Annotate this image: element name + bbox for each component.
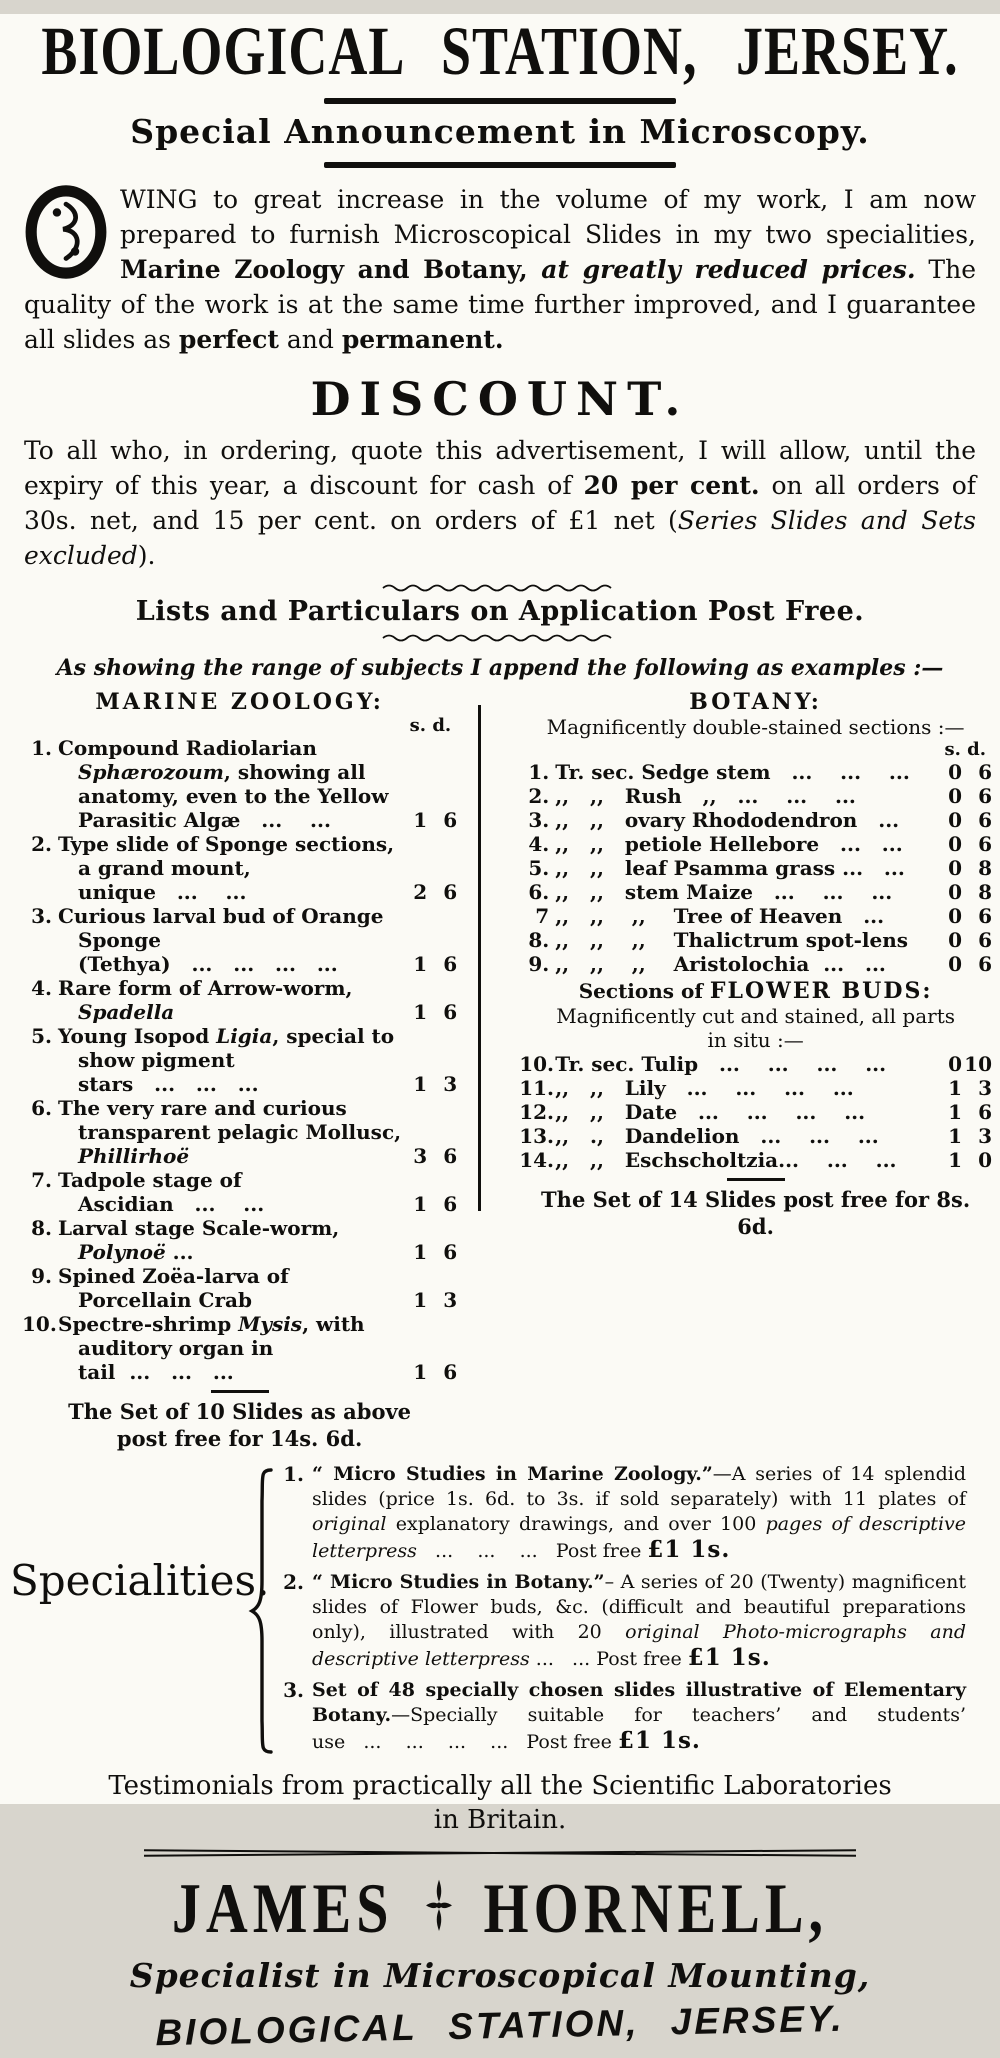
item-text (58, 736, 405, 832)
item-text (58, 1216, 405, 1264)
item-text (555, 856, 940, 880)
floral-cross-icon (424, 1870, 454, 1948)
item-text-species: Polynoë (78, 1240, 166, 1264)
item-text (58, 1168, 405, 1216)
marine-set-note-line2: post free for 14s. 6d. (116, 1426, 363, 1451)
discount-bold: 20 per cent. (583, 471, 760, 500)
item-number: 5. (528, 856, 550, 880)
item-text-roman: Rare form of Arrow-worm, (58, 976, 353, 1000)
item-text (555, 832, 940, 856)
item-text-roman: ,, ,, Rush ,, ... ... ... (555, 784, 856, 808)
item-text-roman: ,, ,, leaf Psamma grass ... ... (555, 856, 905, 880)
testimonials-line2: in Britain. (433, 1805, 567, 1835)
item-number: 10. (22, 1312, 57, 1336)
item-text (555, 1124, 940, 1148)
item-text-roman: ,, ,, Eschscholtzia... ... ... (555, 1148, 897, 1172)
speciality-text (312, 1570, 966, 1672)
item-text-roman: ,, ,, ,, Thalictrum spot-lens (555, 928, 909, 952)
item-number: 1. (31, 736, 52, 760)
item-text-species: Spadella (78, 1000, 175, 1024)
price-shillings: 1 (413, 808, 428, 832)
item-number: 4. (31, 976, 52, 1000)
marine-sd-label: s. d. (409, 715, 452, 736)
price-pence: 8 (978, 856, 992, 880)
dot-leaders: ... ... ... (416, 1540, 556, 1562)
item-text-roman: Type slide of Sponge sections, a grand mount, unique ... ... (58, 832, 395, 904)
price-list-item (22, 1216, 457, 1264)
speciality-body: —A series of 14 splendid slides (price 1s. 6d. to 3s. if sold separately) with 11 plates of (312, 1463, 966, 1510)
item-number: 14. (519, 1148, 554, 1172)
price-pence: 3 (443, 1072, 458, 1096)
item-text-roman: ,, ,, ovary Rhododendron ... (555, 808, 900, 832)
price-shillings: 1 (413, 952, 428, 976)
price-shillings: 2 (413, 880, 428, 904)
discount-italic: Series Slides and Sets excluded (24, 506, 976, 570)
price-pence: 6 (978, 808, 992, 832)
price-list-item (519, 1076, 992, 1100)
item-text (58, 904, 405, 976)
item-text-roman: Tr. sec. Tulip ... ... ... ... (555, 1052, 887, 1076)
speciality-number: 2. (283, 1570, 304, 1594)
item-number: 8. (528, 928, 550, 952)
item-number: 7 (535, 904, 550, 928)
flower-buds-heading-pre: Sections of (578, 979, 710, 1003)
price-list-item (519, 1148, 992, 1172)
item-number: 2. (528, 784, 550, 808)
item-text (58, 1024, 405, 1096)
price-list-item (519, 928, 992, 952)
item-text-roman: Spectre-shrimp (58, 1312, 239, 1336)
price-list-item (519, 784, 992, 808)
intro-bold: Marine Zoology and Botany, (120, 255, 528, 284)
price-pence: 6 (978, 760, 992, 784)
flower-buds-heading-caps: FLOWER BUDS: (709, 978, 933, 1004)
price-list-item (519, 1124, 992, 1148)
item-number: 12. (519, 1100, 554, 1124)
item-text-species: Ligia (216, 1024, 273, 1048)
item-text (555, 1052, 940, 1076)
item-number: 3. (528, 808, 550, 832)
price-lists (0, 689, 1000, 1452)
item-text-roman: Larval stage Scale-worm, (58, 1216, 340, 1240)
discount-text-3: ). (137, 541, 156, 570)
testimonials-line (0, 1769, 1000, 1837)
list-end-rule (211, 1390, 269, 1393)
price-shillings: 0 (948, 832, 962, 856)
post-free-banner: Lists and Particulars on Application Post Free. (135, 596, 865, 627)
price-shillings: 1 (948, 1148, 962, 1172)
list-end-rule (727, 1178, 785, 1181)
item-number: 7. (31, 1168, 52, 1192)
price-list-item (519, 1100, 992, 1124)
item-text (58, 1096, 405, 1168)
price-shillings: 1 (413, 1288, 428, 1312)
price-pence: 6 (443, 1360, 458, 1384)
price-shillings: 1 (413, 1192, 428, 1216)
tapered-double-rule (144, 1847, 856, 1860)
marine-heading: MARINE ZOOLOGY: (95, 689, 384, 715)
flower-buds-heading (519, 978, 992, 1004)
price-shillings: 1 (413, 1072, 428, 1096)
item-text (58, 976, 405, 1024)
price-pence: 0 (978, 1148, 992, 1172)
botany-subheading: Magnificently double-stained sections :— (546, 715, 965, 739)
price-shillings: 0 (948, 1052, 962, 1076)
price-shillings: 0 (948, 928, 962, 952)
item-text (555, 880, 940, 904)
marine-list (22, 736, 457, 1384)
discount-text-2: on all orders of 30s. net, and 15 per cent. on orders of £1 net ( (24, 471, 977, 535)
item-text (555, 1148, 940, 1172)
item-text-rest: , with auditory organ in tail ... ... ... (78, 1312, 365, 1384)
price-pence: 6 (978, 1100, 992, 1124)
post-free-label: Post free (596, 1648, 688, 1670)
price-shillings: 0 (948, 856, 962, 880)
curly-brace-icon (248, 1462, 278, 1761)
price-list-item (22, 1264, 457, 1312)
price-pence: 6 (443, 1000, 458, 1024)
speciality-body: —Specially suitable for teachers’ and students’ use (312, 1704, 966, 1753)
item-text-roman: Tadpole stage of Ascidian ... ... (58, 1168, 265, 1216)
item-number: 8. (31, 1216, 52, 1240)
speciality-italic: original Photo-micrographs and descriptive letterpress (312, 1621, 967, 1670)
price-list-item (519, 808, 992, 832)
station-line: BIOLOGICAL STATION, JERSEY. (155, 1997, 845, 2054)
intro-text-2: The quality of the work is at the same time further improved, and I guarantee all slides as (24, 255, 976, 354)
item-number: 1. (528, 760, 550, 784)
price-pence: 6 (978, 784, 992, 808)
price-shillings: 1 (413, 1000, 428, 1024)
price-list-item (519, 832, 992, 856)
page-subtitle: Special Announcement in Microscopy. (130, 112, 870, 151)
item-number: 11. (519, 1076, 554, 1100)
price-list-item (519, 760, 992, 784)
item-text-rest: ... (165, 1240, 194, 1264)
speciality-title: “ Micro Studies in Botany.” (312, 1571, 605, 1593)
item-text (58, 1264, 405, 1312)
item-text-roman: ,, ,, Lily ... ... ... ... (555, 1076, 854, 1100)
price-pence: 6 (978, 904, 992, 928)
item-text-roman: ,, ,, Date ... ... ... ... (555, 1100, 866, 1124)
item-text-roman: ,, ,, ,, Aristolochia ... ... (555, 952, 886, 976)
botany-list (519, 760, 992, 976)
speciality-price: £1 1s. (647, 1536, 731, 1563)
price-shillings: 0 (948, 760, 962, 784)
name-last: HORNELL, (483, 1868, 829, 1949)
speciality-body-2: explanatory drawings, and over 100 (386, 1513, 766, 1535)
marine-zoology-column (22, 689, 457, 1452)
proprietor-name (0, 1870, 1000, 1948)
price-list-item (22, 736, 457, 832)
price-pence: 6 (978, 928, 992, 952)
intro-text: WING to great increase in the volume of my work, I am now prepared to furnish Microscopical Slides in my two specialities, (120, 185, 976, 249)
item-text-roman: The very rare and curious transparent pelagic Mollusc, (58, 1096, 402, 1144)
item-text (555, 1100, 940, 1124)
price-pence: 10 (964, 1052, 992, 1076)
price-list-item (519, 904, 992, 928)
price-pence: 6 (443, 1240, 458, 1264)
item-number: 3. (31, 904, 52, 928)
testimonials-line1: Testimonials from practically all the Scientific Laboratories (108, 1771, 892, 1801)
item-number: 4. (528, 832, 550, 856)
item-text-roman: ,, ,, stem Maize ... ... ... (555, 880, 893, 904)
item-text-roman: ,, ., Dandelion ... ... ... (555, 1124, 879, 1148)
price-shillings: 1 (948, 1100, 962, 1124)
item-text-roman: Young Isopod (58, 1024, 217, 1048)
speciality-number: 3. (283, 1678, 304, 1702)
price-list-item (22, 1096, 457, 1168)
price-list-item (22, 976, 457, 1024)
intro-and: and (278, 325, 342, 354)
marine-set-note (22, 1398, 457, 1452)
item-text-roman: Tr. sec. Sedge stem ... ... ... (555, 760, 910, 784)
dot-leaders: ... ... ... ... (345, 1731, 527, 1753)
price-shillings: 1 (413, 1360, 428, 1384)
speciality-number: 1. (283, 1462, 304, 1486)
item-text-roman: ,, ,, ,, Tree of Heaven ... (555, 904, 885, 928)
price-pence: 6 (978, 832, 992, 856)
price-list-item (22, 1168, 457, 1216)
specialities-list (278, 1462, 980, 1761)
discount-heading: DISCOUNT. (310, 372, 690, 426)
speciality-title: “ Micro Studies in Marine Zoology.” (312, 1463, 713, 1485)
item-text (555, 952, 940, 976)
item-number: 5. (31, 1024, 52, 1048)
item-text-species: Mysis (238, 1312, 303, 1336)
speciality-title: Set of 48 specially chosen slides illustrative of Elementary Botany. (312, 1679, 966, 1726)
price-shillings: 0 (948, 904, 962, 928)
item-number: 9. (31, 1264, 52, 1288)
price-shillings: 3 (413, 1144, 428, 1168)
intro-perfect: perfect (178, 325, 279, 354)
item-number: 2. (31, 832, 52, 856)
wavy-divider-icon (380, 633, 620, 643)
price-pence: 3 (978, 1076, 992, 1100)
item-number: 6. (31, 1096, 52, 1120)
item-text-roman: ,, ,, petiole Hellebore ... ... (555, 832, 903, 856)
post-free-label: Post free (555, 1540, 648, 1562)
botany-sd-label: s. d. (944, 739, 986, 760)
price-list-item (519, 856, 992, 880)
price-list-item (22, 832, 457, 904)
speciality-price: £1 1s. (617, 1727, 701, 1754)
botany-set-note: The Set of 14 Slides post free for 8s. 6d. (541, 1187, 971, 1239)
price-shillings: 1 (413, 1240, 428, 1264)
specialist-tagline: Specialist in Microscopical Mounting, (129, 1956, 871, 1995)
price-shillings: 1 (948, 1124, 962, 1148)
subtitle-rule (324, 162, 676, 168)
speciality-body: – A series of 20 (Twenty) magnificent slides of Flower buds, &c. (difficult and beautiful preparations only), illustrated with 20 (312, 1571, 966, 1643)
price-pence: 3 (443, 1288, 458, 1312)
item-text-roman: Curious larval bud of Orange Sponge (Tethya) ... ... ... ... (58, 904, 384, 976)
price-pence: 6 (978, 952, 992, 976)
price-shillings: 1 (948, 1076, 962, 1100)
speciality-italic: original (312, 1513, 387, 1535)
price-list-item (519, 880, 992, 904)
name-first: JAMES (171, 1868, 394, 1949)
speciality-text (312, 1462, 966, 1564)
price-list-item (22, 1312, 457, 1384)
price-pence: 6 (443, 808, 458, 832)
intro-italic: at greatly reduced prices. (527, 255, 916, 284)
speciality-item (278, 1462, 966, 1564)
intro-permanent: permanent. (341, 325, 504, 354)
item-number: 9. (528, 952, 550, 976)
discount-text: To all who, in ordering, quote this advertisement, I will allow, until the expiry of this year, a discount for cash of (24, 436, 976, 500)
marine-set-note-line1: The Set of 10 Slides as above (68, 1399, 412, 1424)
price-shillings: 0 (948, 880, 962, 904)
speciality-text (312, 1678, 966, 1755)
flower-buds-sub2: in situ :— (707, 1028, 804, 1052)
flower-buds-sub1: Magnificently cut and stained, all parts (556, 1004, 955, 1028)
flower-buds-list (519, 1052, 992, 1172)
speciality-item (278, 1678, 966, 1755)
item-text (555, 1076, 940, 1100)
speciality-item (278, 1570, 966, 1672)
item-text (555, 904, 940, 928)
price-shillings: 0 (948, 808, 962, 832)
item-number: 10. (519, 1052, 554, 1076)
item-text (555, 928, 940, 952)
page-title: BIOLOGICAL STATION, JERSEY. (41, 12, 959, 90)
item-text-species: Phillirhoë (78, 1144, 190, 1168)
advertisement-page (0, 12, 1000, 2054)
price-pence: 6 (443, 1144, 458, 1168)
title-rule (324, 98, 676, 104)
wavy-divider-icon (380, 583, 620, 593)
post-free-label: Post free (526, 1731, 618, 1753)
item-text (555, 808, 940, 832)
botany-column (519, 689, 992, 1452)
price-shillings: 0 (948, 784, 962, 808)
speciality-italic-2: pages of descriptive letterpress (312, 1513, 966, 1562)
speciality-price: £1 1s. (687, 1644, 771, 1671)
intro-paragraph (24, 182, 976, 357)
item-text (555, 784, 940, 808)
item-text (58, 1312, 405, 1384)
item-text-rest: , special to show pigment stars ... ... ... (78, 1024, 395, 1096)
item-text-species: Sphærozoum (78, 760, 224, 784)
item-number: 13. (519, 1124, 554, 1148)
price-shillings: 0 (948, 952, 962, 976)
specialities-section (0, 1462, 1000, 1761)
price-list-item (519, 1052, 992, 1076)
price-pence: 3 (978, 1124, 992, 1148)
item-text (555, 760, 940, 784)
price-list-item (22, 904, 457, 976)
item-text-rest: , showing all anatomy, even to the Yellow Parasitic Algæ ... ... (78, 760, 389, 832)
item-number: 6. (528, 880, 550, 904)
item-text (58, 832, 405, 904)
dot-leaders: ... ... (529, 1648, 597, 1670)
specialities-label: Specialities. (10, 1556, 270, 1605)
price-pence: 6 (443, 880, 458, 904)
ornate-initial-o-icon (24, 186, 108, 287)
price-pence: 6 (443, 1192, 458, 1216)
price-pence: 6 (443, 952, 458, 976)
column-divider (478, 705, 481, 1211)
price-list-item (519, 952, 992, 976)
item-text-roman: Compound Radiolarian (58, 736, 317, 760)
price-list-item (22, 1024, 457, 1096)
examples-line: As showing the range of subjects I append the following as examples :— (56, 655, 944, 681)
discount-paragraph (24, 433, 976, 573)
price-pence: 8 (978, 880, 992, 904)
item-text-roman: Spined Zoëa-larva of Porcellain Crab (58, 1264, 289, 1312)
botany-heading: BOTANY: (689, 689, 822, 715)
